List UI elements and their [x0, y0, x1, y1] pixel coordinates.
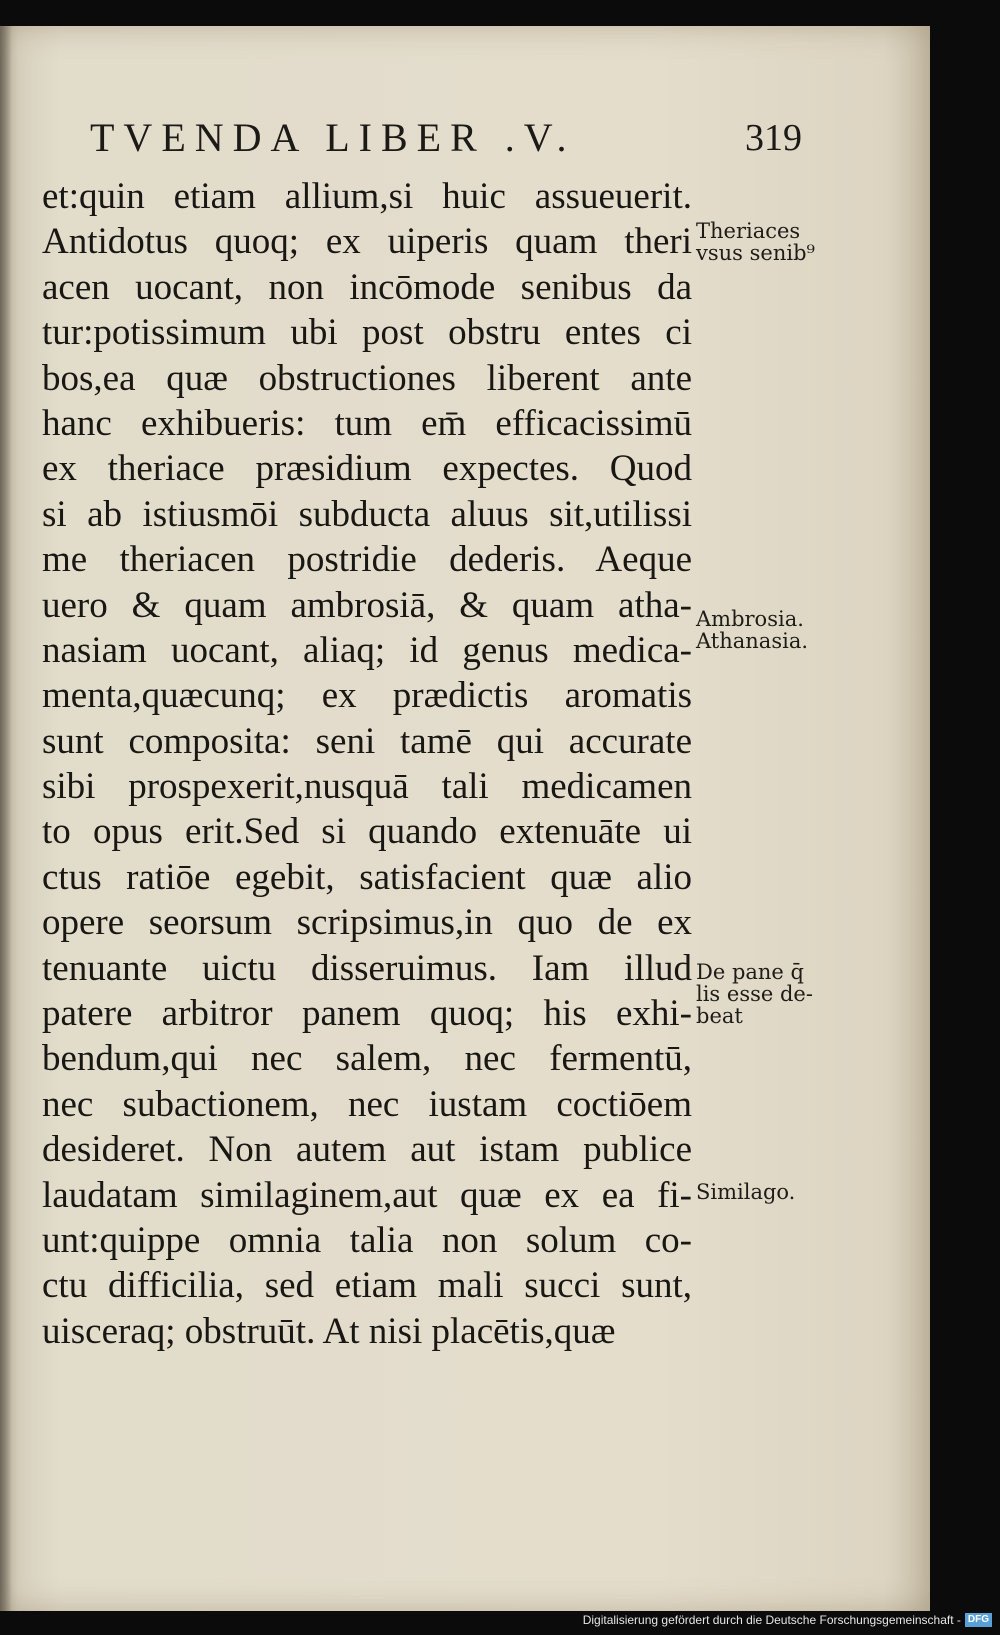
text-line: nasiam uocant, aliaq; id genus medica- [42, 629, 692, 671]
text-line: tur:potissimum ubi post obstru entes ci [42, 312, 692, 354]
text-line: Antidotus quoq; ex uiperis quam theri [42, 221, 692, 263]
text-line: nec subactionem, nec iustam coctiōem [42, 1083, 692, 1125]
digitization-credit [583, 1611, 992, 1629]
text-line: me theriacen postridie dederis. Aeque [42, 539, 692, 581]
text-line: bos,ea quæ obstructiones liberent ante [42, 357, 692, 399]
text-line: unt:quippe omnia talia non solum co- [42, 1219, 692, 1261]
running-title: TVENDA LIBER .V. [90, 115, 576, 160]
spine-shadow [0, 26, 12, 1611]
text-line: menta,quæcunq; ex prædictis aromatis [42, 675, 692, 717]
marginal-note-de-pane: De pane q̄ lis esse de- beat [696, 960, 813, 1028]
text-line: tenuante uictu disseruimus. Iam illud [42, 947, 692, 989]
text-line: patere arbitror panem quoq; his exhi- [42, 993, 692, 1035]
marginal-note-ambrosia: Ambrosia. Athanasia. [696, 607, 809, 653]
text-line: hanc exhibueris: tum em̄ efficacissimū [42, 402, 692, 444]
dfg-logo: DFG [965, 1613, 992, 1627]
credit-text: Digitalisierung gefördert durch die Deutsche Forschungsgemeinschaft - [582, 1613, 961, 1627]
text-line: acen uocant, non incōmode senibus da [42, 266, 692, 308]
text-line: uero & quam ambrosiā, & quam atha- [42, 584, 692, 626]
text-line: bendum,qui nec salem, nec fermentū, [42, 1038, 692, 1080]
page-number: 319 [745, 117, 802, 159]
text-line: sunt composita: seni tamē qui accurate [42, 720, 692, 762]
text-line: to opus erit.Sed si quando extenuāte ui [42, 811, 692, 853]
text-line: uisceraq; obstruūt. At nisi placētis,quæ [42, 1310, 616, 1352]
book-page [0, 26, 930, 1611]
text-line: ex theriace præsidium expectes. Quod [42, 448, 692, 490]
text-line: opere seorsum scripsimus,in quo de ex [42, 902, 692, 944]
text-line: ctus ratiōe egebit, satisfacient quæ alio [42, 856, 692, 898]
marginal-note-similago: Similago. [696, 1180, 796, 1204]
body-text [42, 174, 692, 1354]
marginal-note-theriaces: Theriaces vsus senib⁹ [696, 219, 815, 265]
text-line: et:quin etiam allium,si huic assueuerit. [42, 176, 692, 217]
text-line: laudatam similaginem,aut quæ ex ea fi- [42, 1174, 692, 1216]
text-line: sibi prospexerit,nusquā tali medicamen [42, 766, 692, 808]
text-line: si ab istiusmōi subducta aluus sit,utilissi [42, 493, 692, 535]
text-line: desideret. Non autem aut istam publice [42, 1129, 692, 1171]
running-head [90, 114, 802, 164]
text-line: ctu difficilia, sed etiam mali succi sunt, [42, 1265, 692, 1307]
